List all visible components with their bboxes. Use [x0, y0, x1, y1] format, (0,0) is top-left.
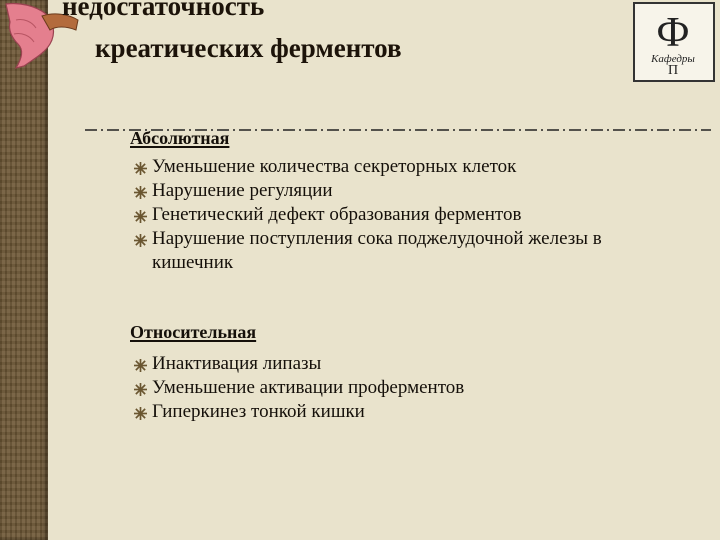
- item-text: Гиперкинез тонкой кишки: [152, 401, 365, 422]
- list-item: [134, 352, 672, 376]
- asterisk-bullet-icon: [134, 407, 147, 420]
- title-line-1: недостаточность: [62, 0, 265, 21]
- logo-letter: Ф: [656, 10, 690, 56]
- list-item: [134, 376, 672, 400]
- list-absolute: [134, 155, 672, 275]
- list-item: [134, 179, 672, 203]
- item-text: Нарушение регуляции: [152, 180, 333, 201]
- item-text: Инактивация липазы: [152, 353, 322, 374]
- svg-text:П: П: [667, 63, 679, 78]
- sidebar-texture: [0, 0, 48, 540]
- department-logo: [633, 2, 715, 82]
- item-text: Генетический дефект образования ферментов: [152, 204, 522, 225]
- section-title-absolute: Абсолютная: [130, 128, 230, 148]
- asterisk-bullet-icon: [134, 162, 147, 175]
- asterisk-bullet-icon: [134, 359, 147, 372]
- list-item: [134, 155, 672, 179]
- list-item: [134, 227, 642, 275]
- section-title-relative: Относительная: [130, 322, 257, 342]
- logo-emblem-icon: [635, 4, 713, 80]
- item-text: Уменьшение активации проферментов: [152, 377, 465, 398]
- item-text: Нарушение поступления сока поджелудочной железы в кишечник: [152, 228, 602, 273]
- asterisk-bullet-icon: [134, 210, 147, 223]
- asterisk-bullet-icon: [134, 234, 147, 247]
- item-text: Уменьшение количества секреторных клеток: [152, 156, 517, 177]
- logo-sub: Кафедры: [651, 53, 695, 65]
- title-line-2: креатических ферментов: [95, 33, 402, 63]
- list-relative: [134, 352, 672, 424]
- list-item: [134, 203, 672, 227]
- asterisk-bullet-icon: [134, 383, 147, 396]
- list-item: [134, 400, 672, 424]
- asterisk-bullet-icon: [134, 186, 147, 199]
